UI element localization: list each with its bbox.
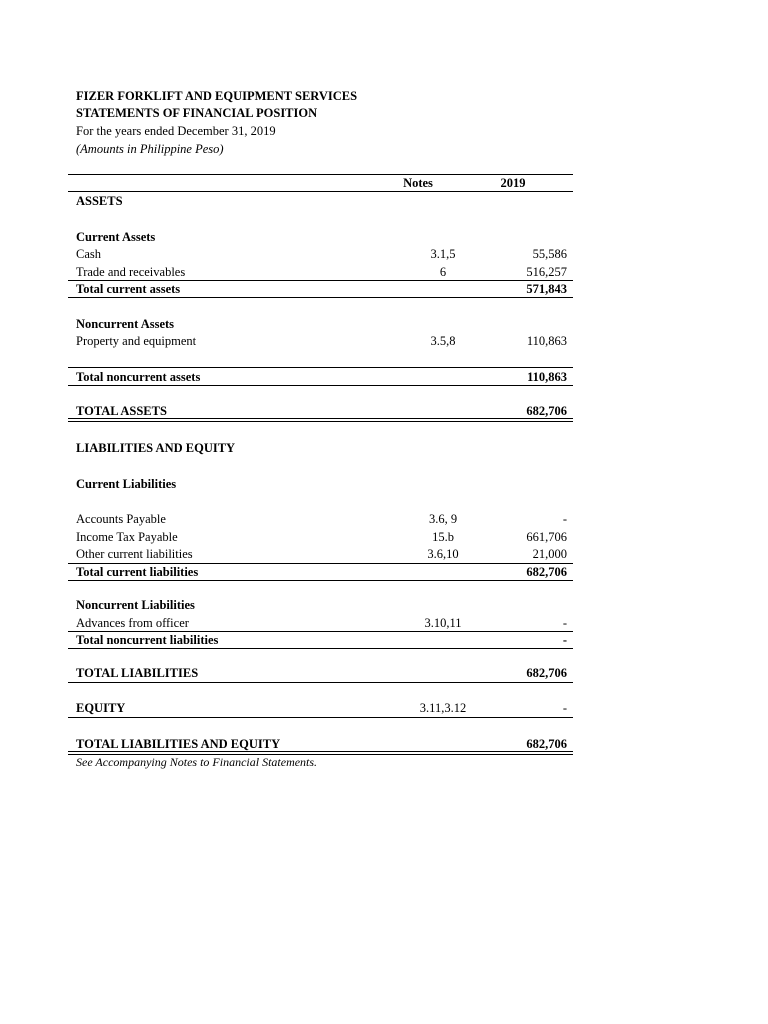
row-label: Accounts Payable	[76, 512, 166, 526]
row-label: Property and equipment	[76, 334, 197, 348]
row-note: 3.5,8	[430, 334, 456, 348]
table-row	[68, 246, 573, 263]
row-label: Total current liabilities	[76, 565, 199, 579]
row-value: 661,706	[526, 530, 567, 544]
rule	[68, 580, 573, 581]
double-rule	[68, 418, 573, 422]
total-row	[68, 564, 573, 581]
row-value: -	[562, 701, 567, 715]
row-label: Current Assets	[76, 230, 156, 244]
company-name: FIZER FORKLIFT AND EQUIPMENT SERVICES	[76, 89, 358, 103]
row-value: 21,000	[532, 547, 567, 561]
rule	[68, 682, 573, 683]
row-value: 55,586	[532, 247, 567, 261]
row-label: Current Liabilities	[76, 477, 177, 491]
total-row	[68, 632, 573, 649]
total-liabilities-row	[68, 665, 573, 682]
statement-title: STATEMENTS OF FINANCIAL POSITION	[76, 106, 318, 120]
subsection-noncurrent-liabilities	[68, 597, 573, 614]
row-value: 110,863	[526, 334, 567, 348]
section-liabilities-equity	[68, 440, 573, 457]
total-row	[68, 281, 573, 298]
currency-note: (Amounts in Philippine Peso)	[76, 142, 224, 156]
row-label: ASSETS	[76, 194, 123, 208]
rule	[68, 717, 573, 718]
row-note: 3.6,10	[427, 547, 459, 561]
row-value: 516,257	[526, 265, 567, 279]
row-value: -	[562, 616, 567, 630]
equity-row	[68, 700, 573, 717]
row-label: Advances from officer	[76, 616, 189, 630]
rule	[68, 367, 573, 368]
row-label: Total noncurrent assets	[76, 370, 201, 384]
rule	[68, 297, 573, 298]
row-label: Noncurrent Liabilities	[76, 598, 195, 612]
row-note: 3.6, 9	[428, 512, 458, 526]
row-value: 682,706	[526, 737, 567, 751]
row-label: TOTAL LIABILITIES AND EQUITY	[76, 737, 281, 751]
row-label: Total current assets	[76, 282, 181, 296]
subsection-current-assets	[68, 229, 573, 246]
year-column-header: 2019	[500, 176, 526, 190]
row-note: 6	[439, 265, 447, 279]
table-row	[68, 615, 573, 632]
row-note: 3.1,5	[430, 247, 456, 261]
row-label: Trade and receivables	[76, 265, 186, 279]
row-value: 110,863	[527, 370, 567, 384]
rule	[68, 385, 573, 386]
notes-column-header: Notes	[403, 176, 433, 190]
row-value: -	[562, 633, 567, 647]
table-row	[68, 264, 573, 281]
row-label: Cash	[76, 247, 101, 261]
row-label: TOTAL LIABILITIES	[76, 666, 199, 680]
row-label: EQUITY	[76, 701, 126, 715]
period-text: For the years ended December 31, 2019	[76, 124, 276, 138]
subsection-noncurrent-assets	[68, 316, 573, 333]
row-value: 682,706	[526, 565, 567, 579]
section-assets	[68, 193, 573, 210]
footnote: See Accompanying Notes to Financial Statements.	[76, 755, 318, 769]
header-bottom-rule	[68, 191, 573, 192]
row-label: Noncurrent Assets	[76, 317, 175, 331]
subsection-current-liabilities	[68, 476, 573, 493]
table-row	[68, 511, 573, 528]
table-row	[68, 333, 573, 350]
rule	[68, 648, 573, 649]
row-note: 15.b	[432, 530, 454, 544]
row-value: 682,706	[526, 404, 567, 418]
row-label: TOTAL ASSETS	[76, 404, 167, 418]
row-value: -	[562, 512, 567, 526]
row-value: 571,843	[526, 282, 567, 296]
row-note: 3.11,3.12	[419, 701, 467, 715]
table-row	[68, 546, 573, 563]
total-row	[68, 369, 573, 386]
row-label: LIABILITIES AND EQUITY	[76, 441, 236, 455]
row-label: Income Tax Payable	[76, 530, 178, 544]
row-label: Total noncurrent liabilities	[76, 633, 219, 647]
row-note: 3.10,11	[424, 616, 462, 630]
row-label: Other current liabilities	[76, 547, 193, 561]
table-row	[68, 529, 573, 546]
row-value: 682,706	[526, 666, 567, 680]
